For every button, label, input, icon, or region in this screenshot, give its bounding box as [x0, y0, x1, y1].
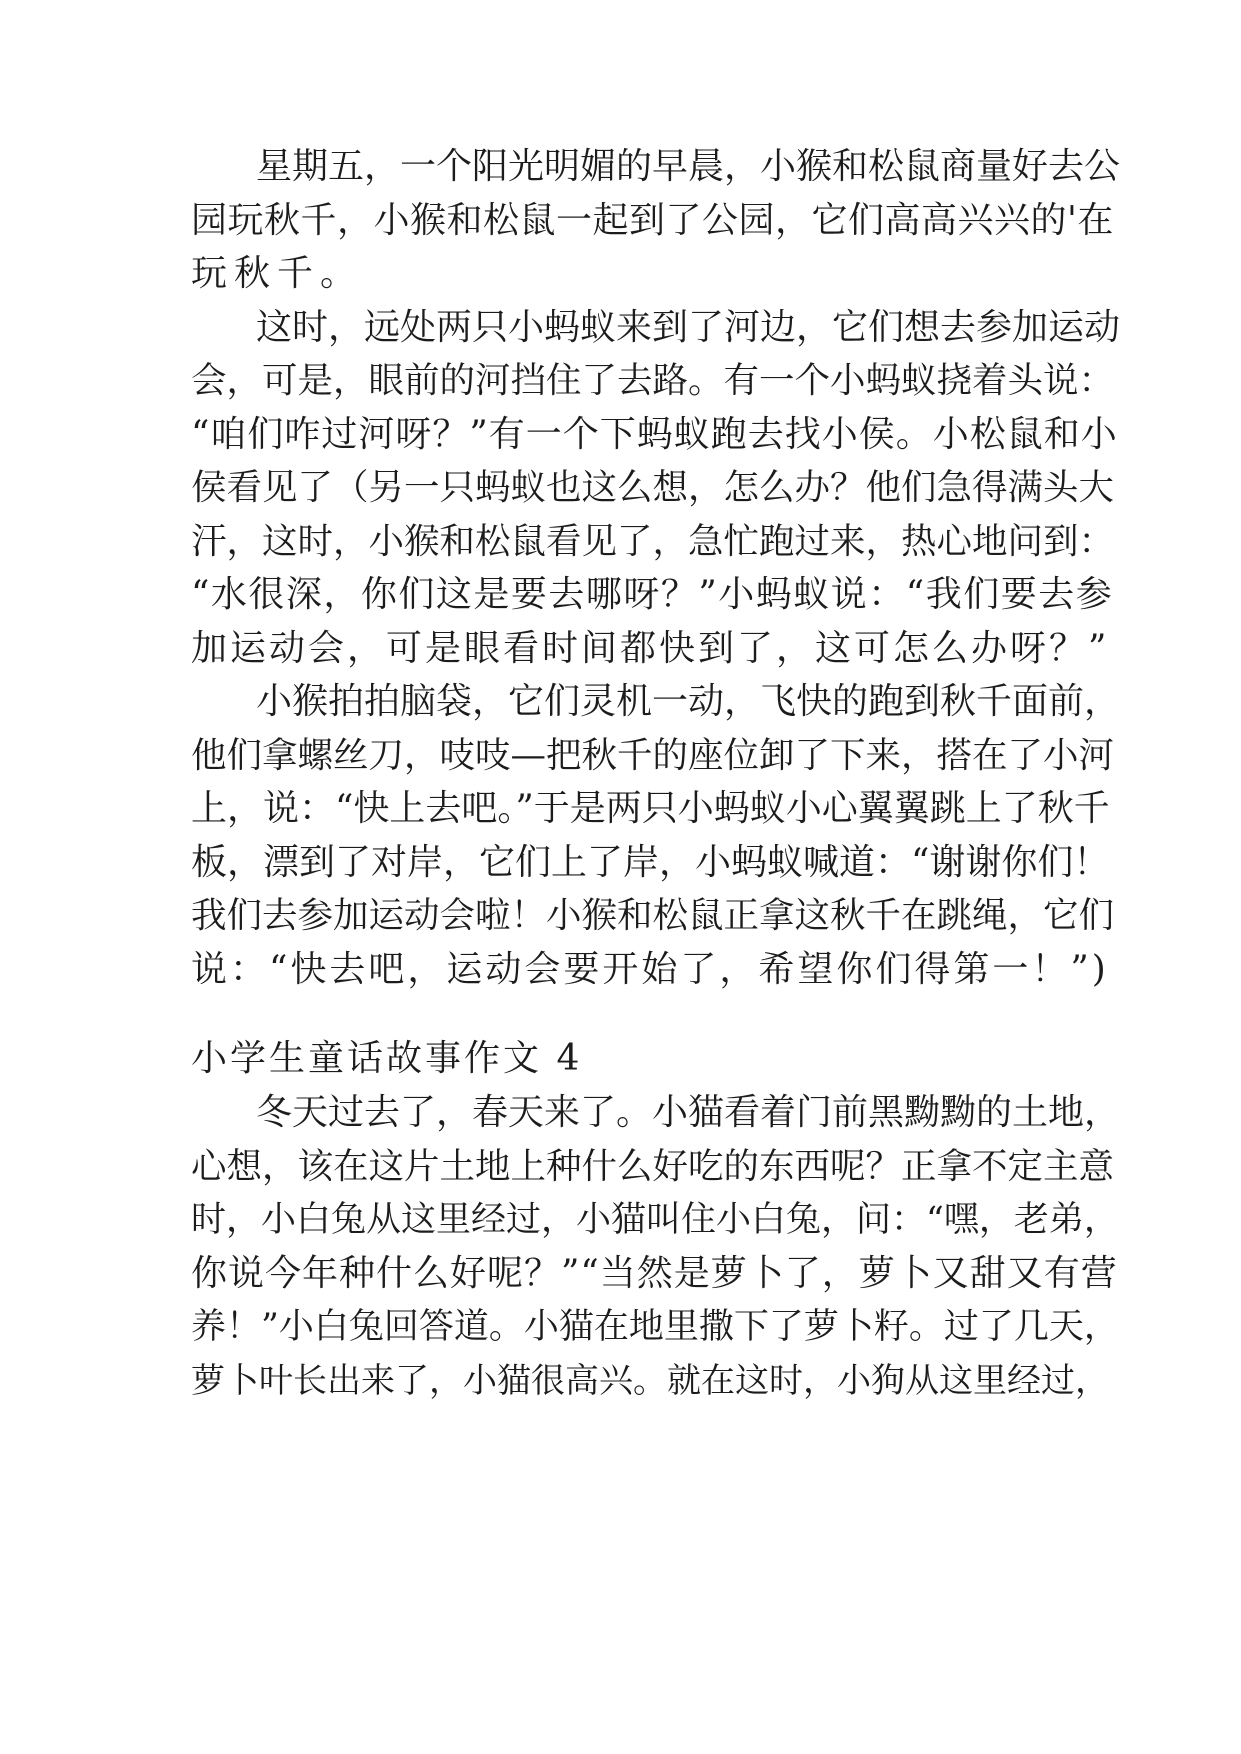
text-line: 会，可是，眼前的河挡住了去路。有一个小蚂蚁挠着头说：: [191, 360, 1115, 401]
text-line: 加运动会，可是眼看时间都快到了，这可怎么办呀？”: [191, 628, 1110, 669]
text-line: 心想，该在这片土地上种什么好吃的东西呢？正拿不定主意: [191, 1146, 1115, 1187]
text-line: 小猴拍拍脑袋，它们灵机一动，飞快的跑到秋千面前，: [256, 681, 1121, 722]
text-line: 玩秋千。: [191, 253, 364, 294]
text-line: 萝卜叶长出来了，小猫很高兴。就在这时，小狗从这里经过，: [191, 1361, 1109, 1401]
text-line: 星期五，一个阳光明媚的早晨，小猴和松鼠商量好去公: [256, 146, 1121, 187]
text-line: 板，漂到了对岸，它们上了岸，小蚂蚁喊道：“谢谢你们！: [191, 842, 1110, 883]
text-line: 冬天过去了，春天来了。小猫看着门前黑黝黝的土地，: [256, 1092, 1121, 1133]
text-line: “咱们咋过河呀？”有一个下蚂蚁跑去找小侯。小松鼠和小: [191, 414, 1118, 455]
text-line: 上，说：“快上去吧。”于是两只小蚂蚁小心翼翼跳上了秋千: [191, 788, 1110, 829]
text-line: 侯看见了（另一只蚂蚁也这么想，怎么办？他们急得满头大: [191, 467, 1115, 508]
text-line: 他们拿螺丝刀，吱吱—把秋千的座位卸了下来，搭在了小河: [191, 735, 1115, 776]
text-line: 园玩秋千，小猴和松鼠一起到了公园，它们高高兴兴的'在: [191, 200, 1114, 241]
text-line: 你说今年种什么好呢？”“当然是萝卜了，萝卜又甜又有营: [191, 1253, 1118, 1294]
section-title: 小学生童话故事作文 4: [191, 1038, 583, 1079]
text-line: 我们去参加运动会啦！小猴和松鼠正拿这秋千在跳绳，它们: [191, 895, 1115, 936]
text-line: 说：“快去吧，运动会要开始了，希望你们得第一！”): [191, 949, 1109, 990]
text-line: 时，小白兔从这里经过，小猫叫住小白兔，问：“嘿，老弟，: [191, 1200, 1119, 1240]
text-line: 养！”小白兔回答道。小猫在地里撒下了萝卜籽。过了几天，: [191, 1307, 1119, 1347]
text-line: 汗，这时，小猴和松鼠看见了，急忙跑过来，热心地问到：: [191, 521, 1115, 562]
text-line: “水很深，你们这是要去哪呀？”小蚂蚁说：“我们要去参: [191, 574, 1114, 615]
text-line: 这时，远处两只小蚂蚁来到了河边，它们想去参加运动: [256, 307, 1121, 348]
